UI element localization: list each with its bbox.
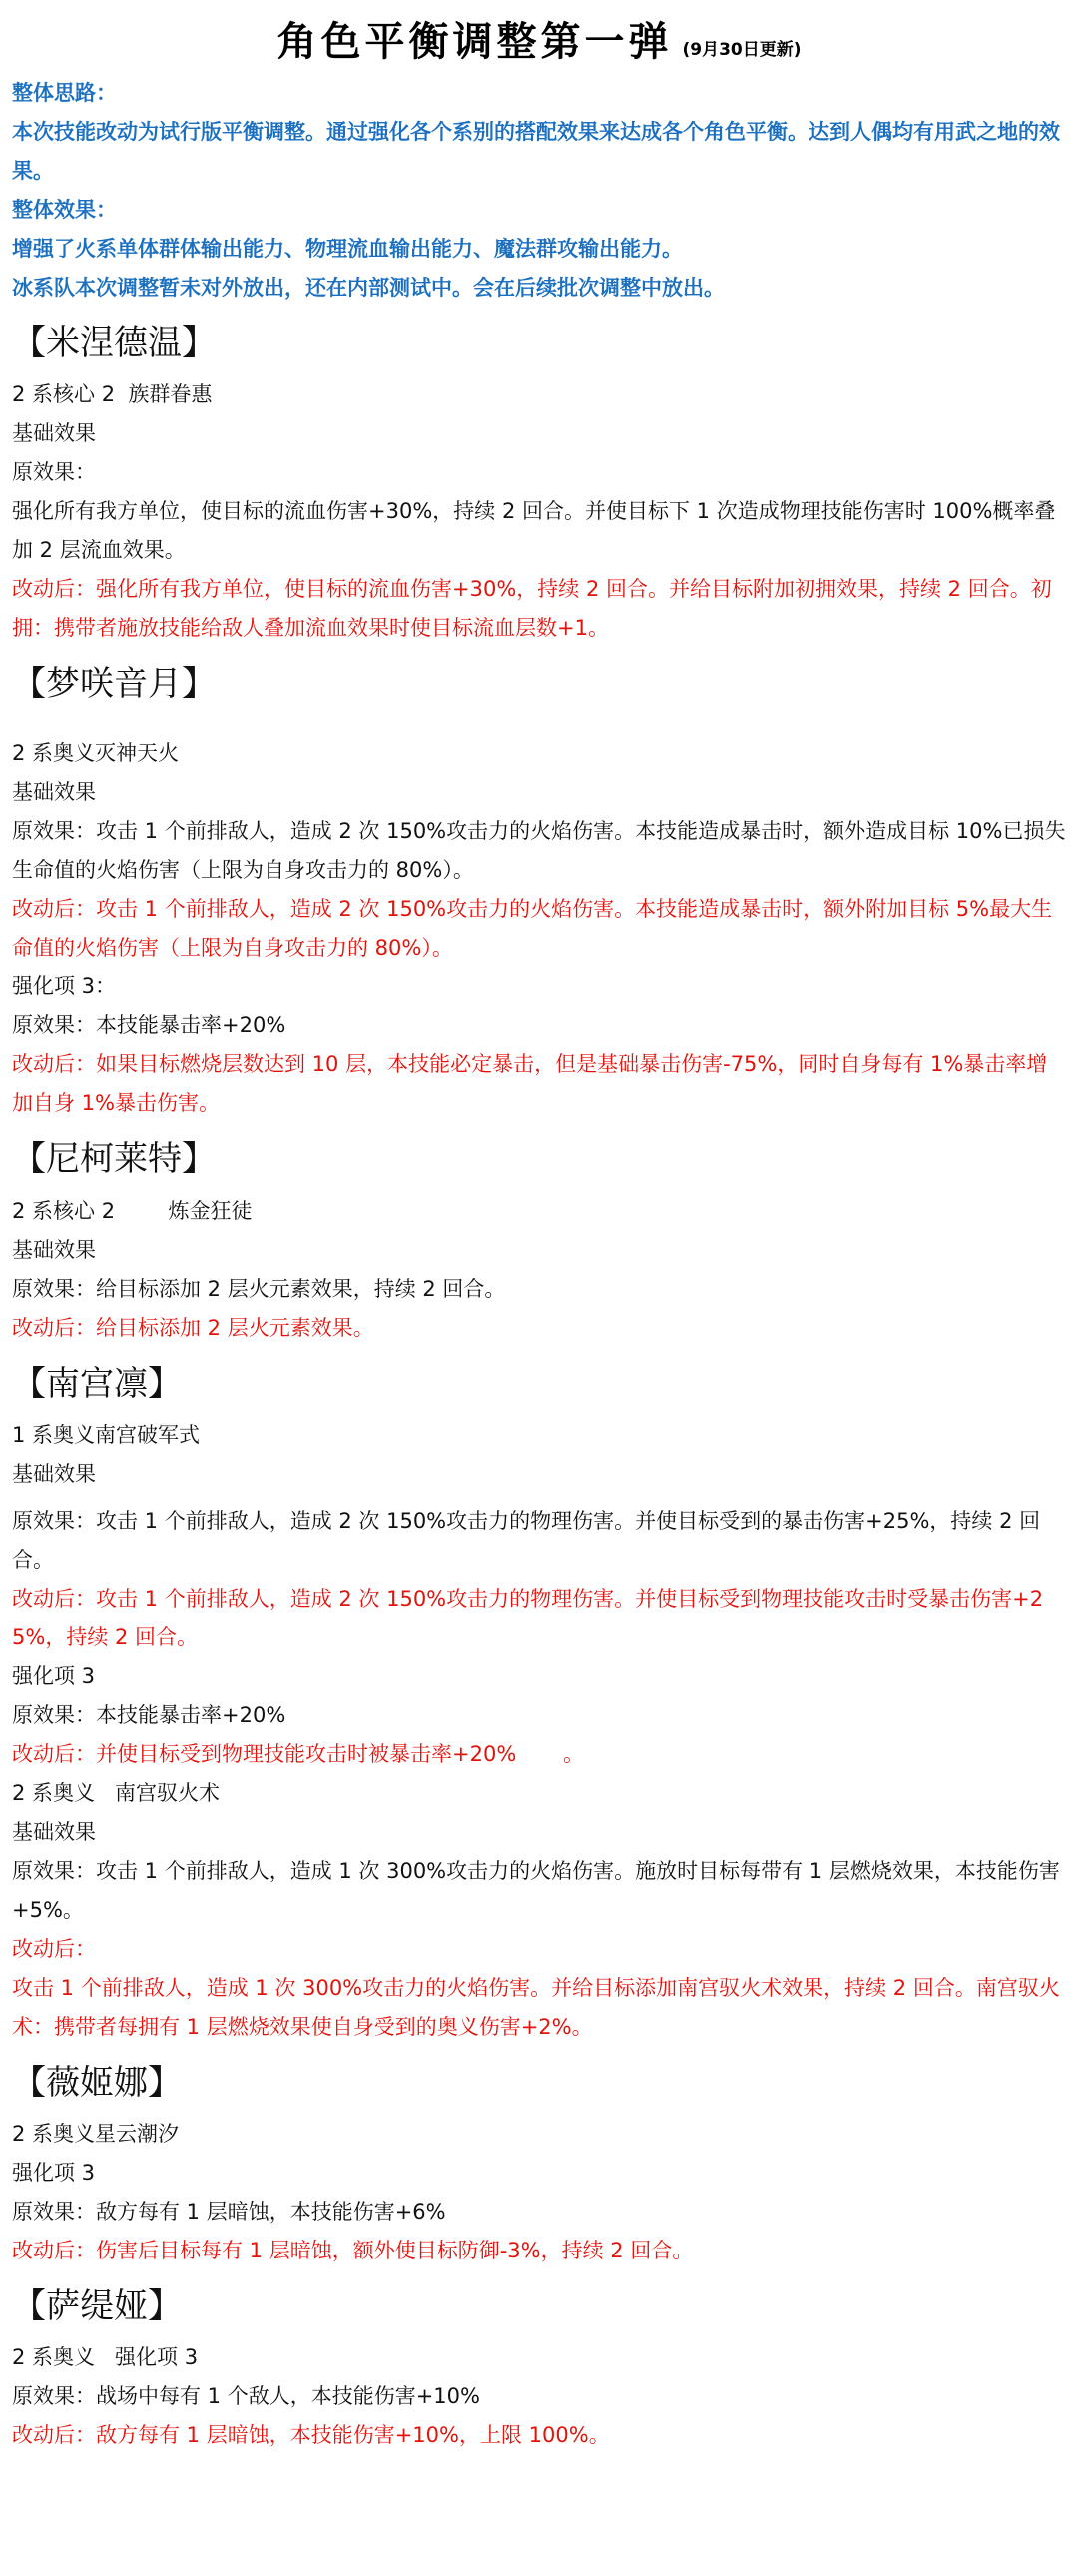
changed-effect-2: 攻击 1 个前排敌人，造成 1 次 300%攻击力的火焰伤害。并给目标添加南宫驭火术效果，持续 2 回合。南宫驭火术：携带者每拥有 1 层燃烧效果使自身受到的奥义伤害+2%。 [12, 1975, 1060, 2039]
changed-effect: 改动后：敌方每有 1 层暗蚀，本技能伤害+10%，上限 100%。 [12, 2423, 610, 2448]
intro-ice-text: 冰系队本次调整暂未对外放出，还在内部测试中。会在后续批次调整中放出。 [12, 276, 725, 300]
original-effect: 原效果：敌方每有 1 层暗蚀，本技能伤害+6% [12, 2199, 446, 2224]
character-title: 【薇姬娜】 [12, 2062, 182, 2103]
update-note: (9月30日更新) [682, 40, 802, 60]
changed-effect: 改动后：强化所有我方单位，使目标的流血伤害+30%，持续 2 回合。并给目标附加初拥效果，持续 2 回合。初拥：携带者施放技能给敌人叠加流血效果时使目标流血层数+1。 [12, 577, 1052, 641]
character-title: 【南宫凛】 [12, 1363, 182, 1404]
intro-idea-label: 整体思路： [12, 81, 117, 105]
enhancement-label: 强化项 3： [12, 974, 117, 999]
original-label: 原效果： [12, 460, 96, 485]
section-minedewen [12, 322, 1066, 648]
enhancement-changed: 改动后：如果目标燃烧层数达到 10 层，本技能必定暴击，但是基础暴击伤害-75%，同时自身每有 1%暴击率增加自身 1%暴击伤害。 [12, 1052, 1048, 1116]
skill-name-2: 2 系奥义 南宫驭火术 [12, 1780, 221, 1805]
character-title: 【米涅德温】 [12, 323, 216, 363]
enhancement-original: 原效果：本技能暴击率+20% [12, 1702, 286, 1727]
original-effect: 原效果：给目标添加 2 层火元素效果，持续 2 回合。 [12, 1276, 506, 1301]
changed-effect: 改动后：给目标添加 2 层火元素效果。 [12, 1315, 374, 1340]
enhancement-label: 强化项 3 [12, 1663, 96, 1688]
section-satiya [12, 2284, 1066, 2455]
changed-effect: 改动后：攻击 1 个前排敌人，造成 2 次 150%攻击力的火焰伤害。本技能造成暴击时，额外附加目标 5%最大生命值的火焰伤害（上限为自身攻击力的 80%）。 [12, 897, 1053, 961]
section-nangonglin [12, 1362, 1066, 2047]
original-effect: 强化所有我方单位，使目标的流血伤害+30%，持续 2 回合。并使目标下 1 次造成物理技能伤害时 100%概率叠加 2 层流血效果。 [12, 499, 1056, 563]
skill-name: 2 系核心 2 族群眷惠 [12, 382, 213, 407]
intro-block [12, 74, 1066, 308]
character-title: 【萨缇娅】 [12, 2285, 182, 2326]
character-title: 【梦咲音月】 [12, 664, 216, 705]
skill-name: 2 系奥义星云潮汐 [12, 2121, 180, 2146]
base-effect-label: 基础效果 [12, 1237, 96, 1262]
character-title: 【尼柯莱特】 [12, 1139, 216, 1180]
page-title: 角色平衡调整第一弹 [276, 19, 673, 65]
original-effect: 原效果：战场中每有 1 个敌人，本技能伤害+10% [12, 2384, 480, 2409]
section-nikelaite [12, 1137, 1066, 1347]
section-weijina [12, 2061, 1066, 2270]
title-row [12, 18, 1066, 66]
section-mengxiaoyinyue [12, 662, 1066, 1123]
changed-effect: 改动后：攻击 1 个前排敌人，造成 2 次 150%攻击力的物理伤害。并使目标受到物理技能攻击时受暴击伤害+25%，持续 2 回合。 [12, 1586, 1044, 1649]
skill-name: 2 系奥义灭神天火 [12, 741, 180, 766]
original-effect: 原效果：攻击 1 个前排敌人，造成 2 次 150%攻击力的火焰伤害。本技能造成暴击时，额外造成目标 10%已损失生命值的火焰伤害（上限为自身攻击力的 80%）。 [12, 819, 1066, 883]
base-effect-label: 基础效果 [12, 1461, 96, 1486]
base-effect-label-2: 基础效果 [12, 1819, 96, 1844]
enhancement-original: 原效果：本技能暴击率+20% [12, 1013, 286, 1038]
skill-name: 2 系奥义 强化项 3 [12, 2345, 199, 2370]
enhancement-changed: 改动后：并使目标受到物理技能攻击时被暴击率+20% 。 [12, 1741, 584, 1766]
changed-label-2: 改动后： [12, 1936, 96, 1961]
base-effect-label: 基础效果 [12, 780, 96, 805]
enhancement-label: 强化项 3 [12, 2160, 96, 2185]
changed-effect: 改动后：伤害后目标每有 1 层暗蚀，额外使目标防御-3%，持续 2 回合。 [12, 2238, 694, 2262]
original-effect-2: 原效果：攻击 1 个前排敌人，造成 1 次 300%攻击力的火焰伤害。施放时目标每带有 1 层燃烧效果，本技能伤害+5%。 [12, 1858, 1060, 1922]
intro-effect-text: 增强了火系单体群体输出能力、物理流血输出能力、魔法群攻输出能力。 [12, 237, 683, 261]
original-effect: 原效果：攻击 1 个前排敌人，造成 2 次 150%攻击力的物理伤害。并使目标受到的暴击伤害+25%，持续 2 回合。 [12, 1508, 1041, 1572]
intro-effect-label: 整体效果： [12, 198, 117, 222]
skill-name: 1 系奥义南宫破军式 [12, 1422, 201, 1447]
intro-idea-text: 本次技能改动为试行版平衡调整。通过强化各个系别的搭配效果来达成各个角色平衡。达到人偶均有用武之地的效果。 [12, 120, 1060, 183]
base-effect-label: 基础效果 [12, 421, 96, 446]
skill-name: 2 系核心 2 炼金狂徒 [12, 1198, 253, 1223]
